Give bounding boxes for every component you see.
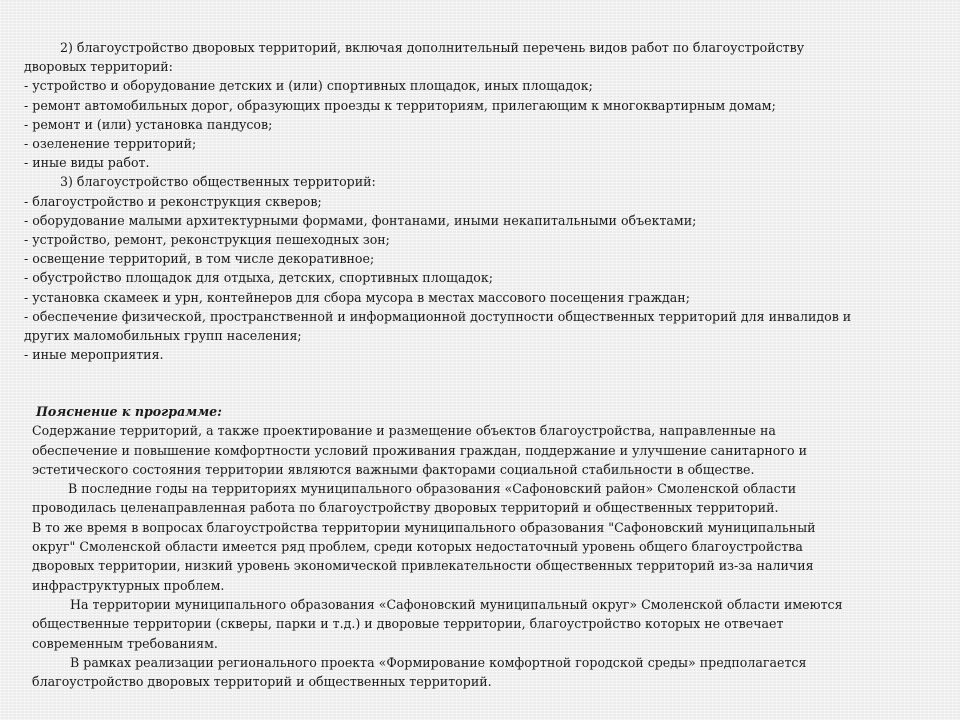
paragraph-line: дворовых территории, низкий уровень экономической привлекательности общественных территорий из-за наличия: [32, 558, 814, 574]
paragraph-line: эстетического состояния территории являются важными факторами социальной стабильности в обществе.: [32, 461, 755, 477]
list-item: - озеленение территорий;: [24, 136, 197, 152]
list-item: - освещение территорий, в том числе декоративное;: [24, 251, 375, 267]
paragraph-line: В рамках реализации регионального проекта «Формирование комфортной городской среды» предполагается: [70, 654, 807, 670]
paragraph-line: Содержание территорий, а также проектирование и размещение объектов благоустройства, направленные на: [32, 423, 776, 439]
list-item: - ремонт автомобильных дорог, образующих проезды к территориям, прилегающим к многоквартирным домам;: [24, 97, 776, 113]
program-explanation-section: [32, 402, 932, 691]
list-item: - ремонт и (или) установка пандусов;: [24, 116, 273, 132]
list-item: - благоустройство и реконструкция скверов;: [24, 193, 322, 209]
list-item: - иные виды работ.: [24, 155, 150, 171]
list-item: - установка скамеек и урн, контейнеров для сбора мусора в местах массового посещения граждан;: [24, 289, 690, 305]
list-item: - обустройство площадок для отдыха, детских, спортивных площадок;: [24, 270, 493, 286]
paragraph-line: благоустройство дворовых территорий и общественных территорий.: [32, 674, 492, 690]
paragraph-line: В последние годы на территориях муниципального образования «Сафоновский район» Смоленской области: [68, 481, 797, 497]
paragraph-line: обеспечение и повышение комфортности условий проживания граждан, поддержание и улучшение санитарного и: [32, 442, 807, 458]
list-item: - устройство и оборудование детских и (или) спортивных площадок, иных площадок;: [24, 78, 593, 94]
paragraph-line: общественные территории (скверы, парки и т.д.) и дворовые территории, благоустройство которых не отвечает: [32, 616, 784, 632]
paragraph-line: В то же время в вопросах благоустройства территории муниципального образования "Сафоновский муниципальный: [32, 519, 816, 535]
list-item: - оборудование малыми архитектурными формами, фонтанами, иными некапитальными объектами;: [24, 212, 697, 228]
section-2-heading: 2) благоустройство дворовых территорий, включая дополнительный перечень видов работ по благоустройству: [60, 40, 805, 55]
list-item: - устройство, ремонт, реконструкция пешеходных зон;: [24, 232, 390, 248]
explanation-title: Пояснение к программе:: [36, 404, 222, 419]
text-line: других маломобильных групп населения;: [24, 328, 302, 344]
improvement-list-section: [24, 38, 944, 364]
paragraph-line: современным требованиям.: [32, 635, 218, 651]
paragraph-line: проводилась целенаправленная работа по благоустройству дворовых территорий и общественных территорий.: [32, 500, 779, 516]
section-3-heading: 3) благоустройство общественных территорий:: [60, 174, 376, 190]
list-item: - иные мероприятия.: [24, 347, 164, 363]
paragraph-line: округ" Смоленской области имеется ряд проблем, среди которых недостаточный уровень общего благоустройства: [32, 539, 803, 555]
paragraph-line: На территории муниципального образования «Сафоновский муниципальный округ» Смоленской области имеются: [70, 596, 843, 612]
text-line: дворовых территорий:: [24, 59, 173, 75]
list-item: - обеспечение физической, пространственной и информационной доступности общественных территорий для инвалидов и: [24, 308, 852, 324]
paragraph-line: инфраструктурных проблем.: [32, 577, 225, 593]
